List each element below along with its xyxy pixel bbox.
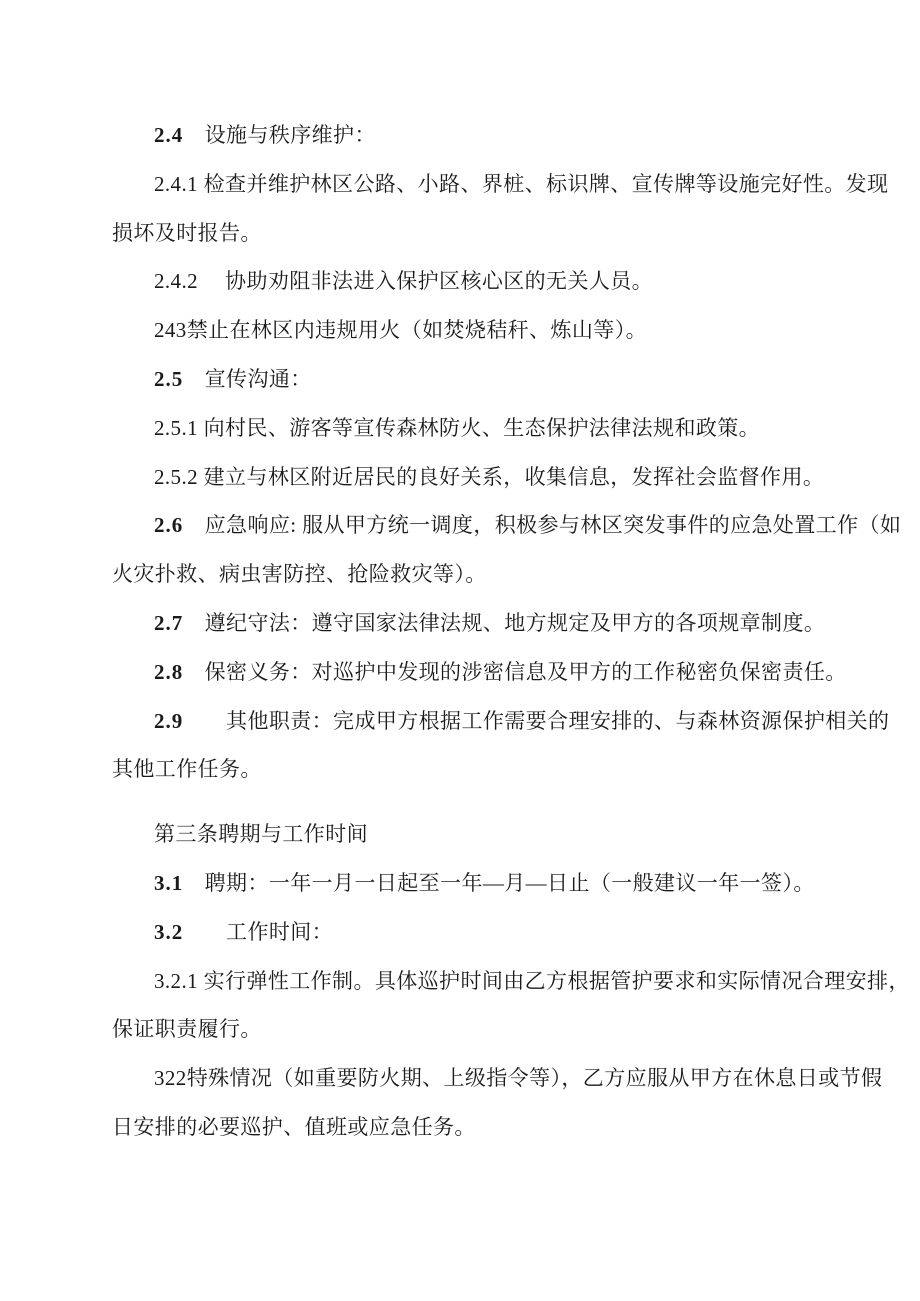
clause-number: 2.5 [154, 366, 184, 391]
paragraph-line [112, 257, 887, 306]
clause-text: 宣传沟通： [183, 366, 312, 391]
clause-number: 2.7 [154, 610, 184, 635]
clause-text: 保证职责履行。 [112, 1017, 262, 1042]
clause-text: 2.4.1 检查并维护林区公路、小路、界桩、标识牌、宣传牌等设施完好性。发现 [154, 171, 889, 196]
clause-text: 其他职责：完成甲方根据工作需要合理安排的、与森林资源保护相关的 [183, 708, 890, 733]
clause-text: 第三条聘期与工作时间 [154, 822, 368, 847]
paragraph-line [112, 550, 887, 599]
clause-text: 2.5.1 向村民、游客等宣传森林防火、生态保护法律法规和政策。 [154, 415, 761, 440]
clause-number: 2.8 [154, 659, 184, 684]
paragraph-line [112, 908, 887, 957]
paragraph-line [112, 810, 887, 859]
paragraph-line [112, 306, 887, 355]
paragraph-line [112, 1054, 887, 1103]
clause-text: 损坏及时报告。 [112, 220, 262, 245]
clause-text: 2.4.2 协助劝阻非法进入保护区核心区的无关人员。 [154, 269, 654, 294]
paragraph-line [112, 697, 890, 746]
clause-text: 3.2.1 实行弹性工作制。具体巡护时间由乙方根据管护要求和实际情况合理安排， [154, 968, 910, 993]
clause-text: 工作时间： [183, 919, 334, 944]
clause-number: 3.2 [154, 919, 184, 944]
paragraph-line [112, 453, 887, 502]
paragraph-line [112, 501, 902, 550]
clause-text: 日安排的必要巡护、值班或应急任务。 [112, 1114, 476, 1139]
clause-text: 设施与秩序维护： [183, 123, 376, 147]
clause-text: 应急响应: 服从甲方统一调度，积极参与林区突发事件的应急处置工作（如 [183, 513, 902, 538]
clause-number: 2.9 [154, 708, 184, 733]
clause-text: 保密义务：对巡护中发现的涉密信息及甲方的工作秘密负保密责任。 [183, 659, 847, 684]
paragraph-line [112, 1005, 887, 1054]
clause-text: 遵纪守法：遵守国家法律法规、地方规定及甲方的各项规章制度。 [183, 610, 826, 635]
paragraph-line [112, 648, 887, 697]
clause-text: 243禁止在林区内违规用火（如焚烧秸秆、炼山等）。 [154, 318, 647, 343]
paragraph-line [112, 599, 887, 648]
paragraph-line [112, 957, 910, 1006]
clause-text: 2.5.2 建立与林区附近居民的良好关系，收集信息，发挥社会监督作用。 [154, 464, 825, 489]
paragraph-line [112, 1103, 887, 1152]
clause-text: 火灾扑救、病虫害防控、抢险救灾等）。 [112, 562, 487, 587]
paragraph-line [112, 745, 887, 794]
paragraph-line [112, 355, 887, 404]
clause-text: 聘期：一年一月一日起至一年—月—日止（一般建议一年一签）。 [183, 870, 815, 895]
clause-text: 其他工作任务。 [112, 757, 262, 782]
paragraph-line [112, 160, 887, 209]
clause-number: 3.1 [154, 870, 184, 895]
paragraph-line [112, 859, 887, 908]
clause-text: 322特殊情况（如重要防火期、上级指令等），乙方应服从甲方在休息日或节假 [154, 1066, 883, 1091]
clause-number: 2.4 [154, 123, 184, 147]
document-body [112, 111, 910, 1152]
paragraph-line [112, 209, 887, 258]
clause-number: 2.6 [154, 513, 184, 538]
paragraph-line [112, 111, 887, 160]
paragraph-line [112, 404, 887, 453]
